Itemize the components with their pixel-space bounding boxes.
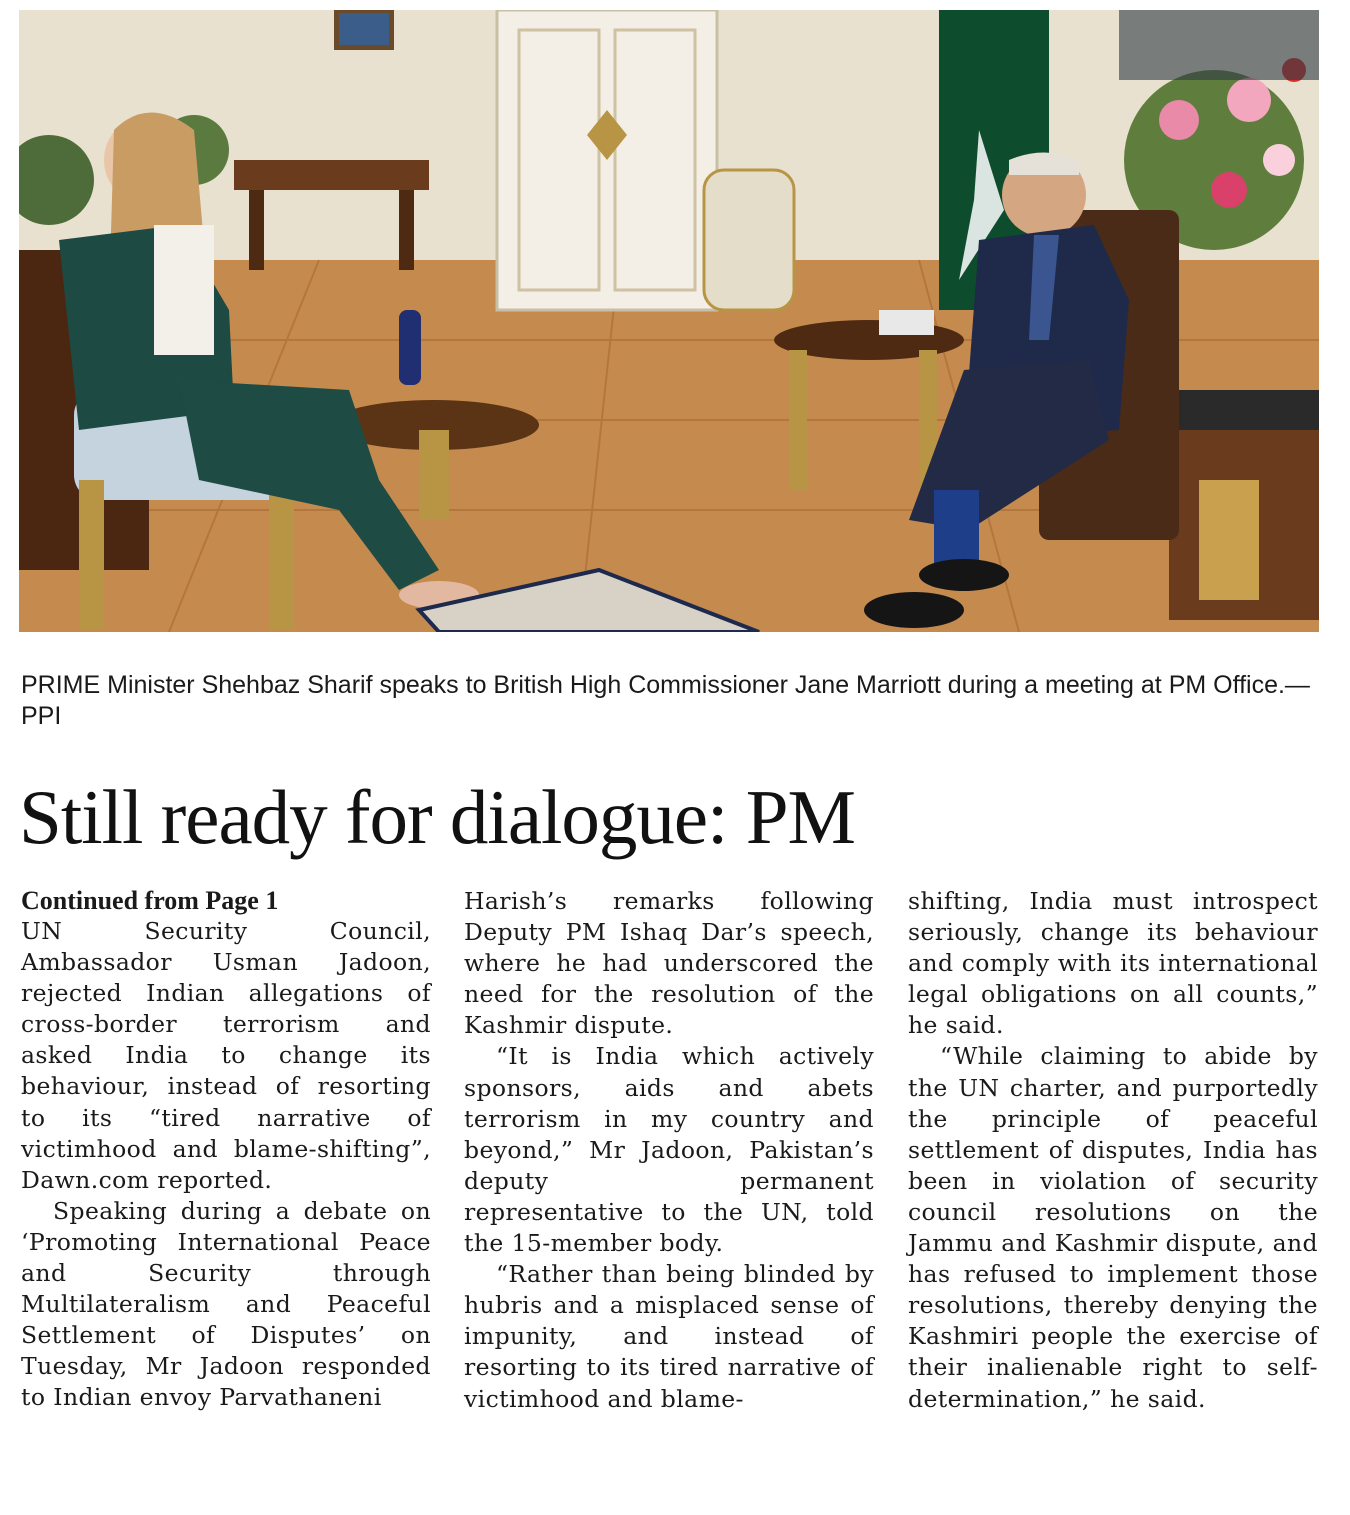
paragraph: Speaking during a debate on ‘Promoting International Peace and Security through Multilateralism and Peaceful Settlement of Disputes’ on Tuesday, Mr Jadoon responded to Indian envoy Parvathaneni	[21, 1196, 431, 1412]
article-column-1	[21, 886, 431, 1414]
article-column-3	[908, 886, 1318, 1415]
article-headline: Still ready for dialogue: PM	[19, 774, 855, 860]
paragraph: “It is India which actively sponsors, aids and abets terrorism in my country and beyond,” Mr Jadoon, Pakistan’s deputy permanent representative to the UN, told the 15-member body.	[464, 1042, 874, 1258]
paragraph: shifting, India must introspect seriously, change its behaviour and comply with its international legal obligations on all counts,” he said.	[908, 887, 1318, 1040]
continued-from-label: Continued from Page 1	[21, 886, 279, 915]
paragraph: Harish’s remarks following Deputy PM Ishaq Dar’s speech, where he had underscored the need for the resolution of the Kashmir dispute.	[464, 887, 874, 1040]
photo-caption: PRIME Minister Shehbaz Sharif speaks to British High Commissioner Jane Marriott during a meeting at PM Office.—PPI	[21, 671, 1310, 730]
paragraph: “Rather than being blinded by hubris and a misplaced sense of impunity, and instead of resorting to its tired narrative of victimhood and blame-	[464, 1260, 874, 1413]
meeting-photo-illustration	[19, 10, 1319, 632]
news-photo	[19, 10, 1319, 632]
paragraph: “While claiming to abide by the UN charter, and purportedly the principle of peaceful settlement of disputes, India has been in violation of security council resolutions on the Jammu and Kashmir dispute, and has refused to implement those resolutions, thereby denying the Kashmiri people the exercise of their inalienable right to self-determination,” he said.	[908, 1042, 1318, 1413]
paragraph: UN Security Council, Ambassador Usman Jadoon, rejected Indian allegations of cross-border terrorism and asked India to change its behaviour, instead of resorting to its “tired narrative of victimhood and blame-shifting”, Dawn.com reported.	[21, 917, 431, 1194]
article-column-2	[464, 886, 874, 1415]
